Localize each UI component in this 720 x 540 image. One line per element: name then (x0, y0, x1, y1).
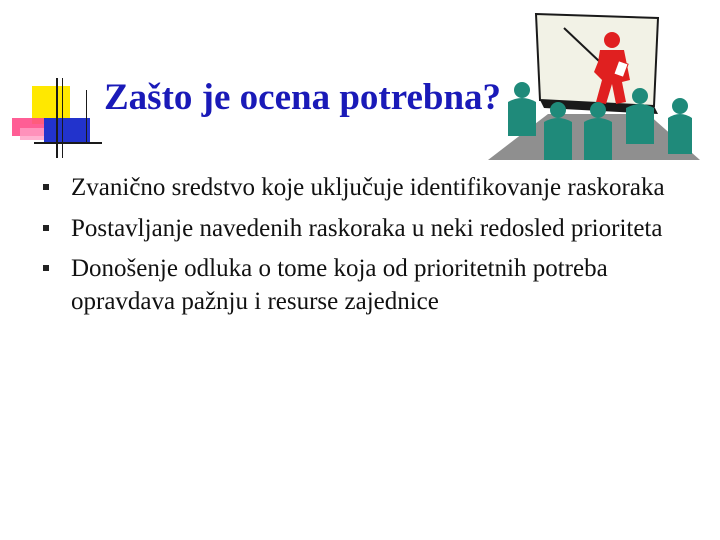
bullet-list (40, 172, 680, 326)
bullet-item (40, 172, 680, 205)
decorative-corner-graphic (0, 0, 110, 170)
horizontal-rule (34, 142, 102, 144)
blue-rectangle (44, 118, 90, 144)
bullet-item (40, 253, 680, 318)
slide-title: Zašto je ocena potrebna? (104, 77, 502, 118)
square-bullet-icon (43, 184, 49, 190)
vertical-rule-thin (62, 78, 63, 158)
square-bullet-icon (43, 225, 49, 231)
vertical-rule (56, 78, 58, 158)
vertical-rule-short (86, 90, 87, 142)
presentation-meeting-icon (488, 10, 700, 170)
bullet-item (40, 213, 680, 246)
bullet-text: Zvanično sredstvo koje uključuje identifikovanje raskoraka (71, 174, 665, 201)
bullet-text: Postavljanje navedenih raskoraka u neki redosled prioriteta (71, 214, 663, 242)
square-bullet-icon (43, 265, 49, 271)
bullet-text: Donošenje odluka o tome koja od prioritetnih potreba opravdava pažnju i resurse zajednice (71, 255, 608, 315)
